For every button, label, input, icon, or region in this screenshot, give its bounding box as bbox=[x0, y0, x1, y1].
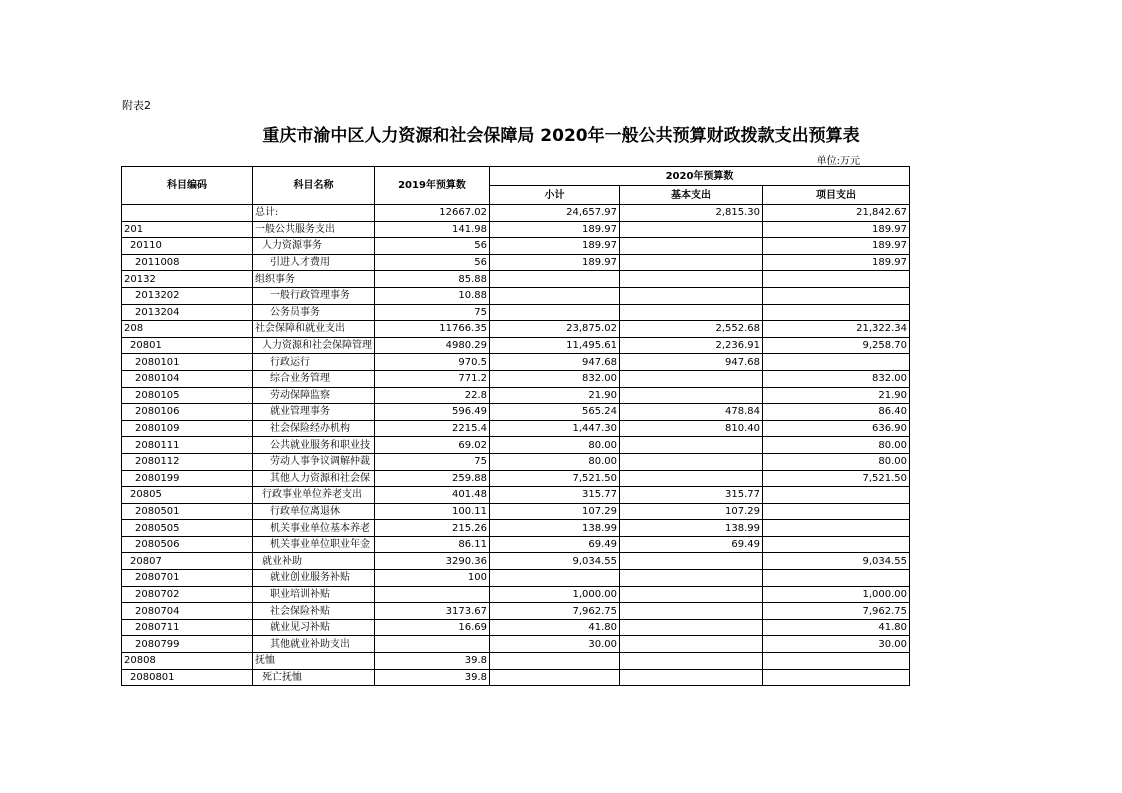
table-row bbox=[122, 570, 910, 587]
row-code: 2080106 bbox=[122, 404, 253, 421]
row-name: 行政单位离退休 bbox=[253, 503, 375, 520]
row-name: 人力资源和社会保障管理 bbox=[253, 337, 375, 354]
row-name: 公务员事务 bbox=[253, 304, 375, 321]
row-subtotal: 9,034.55 bbox=[490, 553, 620, 570]
row-project: 21,842.67 bbox=[763, 205, 910, 222]
row-subtotal: 30.00 bbox=[490, 636, 620, 653]
row-subtotal bbox=[490, 271, 620, 288]
row-budget-2019: 39.8 bbox=[375, 669, 490, 686]
table-row bbox=[122, 271, 910, 288]
row-name: 公共就业服务和职业技 bbox=[253, 437, 375, 454]
row-subtotal: 7,521.50 bbox=[490, 470, 620, 487]
header-name: 科目名称 bbox=[253, 167, 375, 205]
row-code: 2080506 bbox=[122, 536, 253, 553]
row-basic: 2,552.68 bbox=[620, 321, 763, 338]
row-basic bbox=[620, 669, 763, 686]
row-budget-2019: 75 bbox=[375, 304, 490, 321]
row-basic bbox=[620, 221, 763, 238]
table-row bbox=[122, 536, 910, 553]
row-name: 综合业务管理 bbox=[253, 370, 375, 387]
row-code: 2080704 bbox=[122, 603, 253, 620]
row-name: 总计: bbox=[253, 205, 375, 222]
row-project bbox=[763, 520, 910, 537]
row-code: 2080505 bbox=[122, 520, 253, 537]
row-subtotal: 69.49 bbox=[490, 536, 620, 553]
row-subtotal: 189.97 bbox=[490, 254, 620, 271]
row-subtotal: 7,962.75 bbox=[490, 603, 620, 620]
row-code: 20805 bbox=[122, 487, 253, 504]
page-title: 重庆市渝中区人力资源和社会保障局 2020年一般公共预算财政拨款支出预算表 bbox=[262, 126, 860, 146]
row-basic: 138.99 bbox=[620, 520, 763, 537]
row-subtotal: 1,447.30 bbox=[490, 420, 620, 437]
row-name: 人力资源事务 bbox=[253, 238, 375, 255]
row-budget-2019: 2215.4 bbox=[375, 420, 490, 437]
row-subtotal: 138.99 bbox=[490, 520, 620, 537]
row-budget-2019: 100 bbox=[375, 570, 490, 587]
row-subtotal: 21.90 bbox=[490, 387, 620, 404]
row-budget-2019: 69.02 bbox=[375, 437, 490, 454]
row-project: 80.00 bbox=[763, 453, 910, 470]
row-project: 9,258.70 bbox=[763, 337, 910, 354]
table-row bbox=[122, 254, 910, 271]
row-budget-2019 bbox=[375, 636, 490, 653]
row-code: 201 bbox=[122, 221, 253, 238]
row-code: 2080199 bbox=[122, 470, 253, 487]
row-basic bbox=[620, 370, 763, 387]
row-budget-2019: 215.26 bbox=[375, 520, 490, 537]
row-name: 劳动人事争议调解仲裁 bbox=[253, 453, 375, 470]
row-project bbox=[763, 287, 910, 304]
row-basic bbox=[620, 453, 763, 470]
row-project bbox=[763, 536, 910, 553]
table-row bbox=[122, 287, 910, 304]
row-project: 189.97 bbox=[763, 221, 910, 238]
row-budget-2019: 970.5 bbox=[375, 354, 490, 371]
row-project: 41.80 bbox=[763, 619, 910, 636]
table-row bbox=[122, 221, 910, 238]
row-name: 行政运行 bbox=[253, 354, 375, 371]
row-budget-2019: 771.2 bbox=[375, 370, 490, 387]
row-name: 死亡抚恤 bbox=[253, 669, 375, 686]
row-code: 2013202 bbox=[122, 287, 253, 304]
table-row bbox=[122, 337, 910, 354]
row-name: 一般公共服务支出 bbox=[253, 221, 375, 238]
row-subtotal: 832.00 bbox=[490, 370, 620, 387]
row-basic: 69.49 bbox=[620, 536, 763, 553]
row-subtotal: 24,657.97 bbox=[490, 205, 620, 222]
table-row bbox=[122, 619, 910, 636]
row-code: 20110 bbox=[122, 238, 253, 255]
table-body bbox=[122, 205, 910, 686]
row-budget-2019: 259.88 bbox=[375, 470, 490, 487]
row-subtotal: 189.97 bbox=[490, 238, 620, 255]
table-row bbox=[122, 387, 910, 404]
row-subtotal: 80.00 bbox=[490, 453, 620, 470]
row-project: 189.97 bbox=[763, 238, 910, 255]
row-budget-2019: 401.48 bbox=[375, 487, 490, 504]
table-row bbox=[122, 238, 910, 255]
row-project: 21,322.34 bbox=[763, 321, 910, 338]
row-code: 20807 bbox=[122, 553, 253, 570]
row-basic bbox=[620, 653, 763, 670]
table-row bbox=[122, 487, 910, 504]
table-row bbox=[122, 636, 910, 653]
row-budget-2019 bbox=[375, 586, 490, 603]
row-code: 2080701 bbox=[122, 570, 253, 587]
row-code: 2080501 bbox=[122, 503, 253, 520]
row-code: 20808 bbox=[122, 653, 253, 670]
row-budget-2019: 3290.36 bbox=[375, 553, 490, 570]
row-name: 一般行政管理事务 bbox=[253, 287, 375, 304]
row-subtotal: 565.24 bbox=[490, 404, 620, 421]
row-basic bbox=[620, 603, 763, 620]
attachment-label: 附表2 bbox=[122, 99, 151, 112]
row-budget-2019: 596.49 bbox=[375, 404, 490, 421]
row-project: 30.00 bbox=[763, 636, 910, 653]
table-row bbox=[122, 503, 910, 520]
row-basic: 2,815.30 bbox=[620, 205, 763, 222]
row-code: 2080105 bbox=[122, 387, 253, 404]
row-basic bbox=[620, 387, 763, 404]
header-project: 项目支出 bbox=[763, 186, 910, 205]
table-row bbox=[122, 653, 910, 670]
row-basic: 2,236.91 bbox=[620, 337, 763, 354]
table-row bbox=[122, 321, 910, 338]
table-row bbox=[122, 470, 910, 487]
row-name: 抚恤 bbox=[253, 653, 375, 670]
row-project: 189.97 bbox=[763, 254, 910, 271]
table-row bbox=[122, 304, 910, 321]
row-project: 86.40 bbox=[763, 404, 910, 421]
row-basic: 810.40 bbox=[620, 420, 763, 437]
table-row bbox=[122, 669, 910, 686]
row-budget-2019: 12667.02 bbox=[375, 205, 490, 222]
row-subtotal: 1,000.00 bbox=[490, 586, 620, 603]
row-budget-2019: 100.11 bbox=[375, 503, 490, 520]
row-code: 20132 bbox=[122, 271, 253, 288]
row-budget-2019: 11766.35 bbox=[375, 321, 490, 338]
header-code: 科目编码 bbox=[122, 167, 253, 205]
budget-table bbox=[121, 166, 910, 686]
row-code: 2080799 bbox=[122, 636, 253, 653]
row-code: 2080711 bbox=[122, 619, 253, 636]
row-name: 其他就业补助支出 bbox=[253, 636, 375, 653]
header-basic: 基本支出 bbox=[620, 186, 763, 205]
row-budget-2019: 56 bbox=[375, 238, 490, 255]
table-row bbox=[122, 404, 910, 421]
row-subtotal: 315.77 bbox=[490, 487, 620, 504]
row-code: 2080111 bbox=[122, 437, 253, 454]
header-subtotal: 小计 bbox=[490, 186, 620, 205]
row-name: 社会保险经办机构 bbox=[253, 420, 375, 437]
row-basic: 107.29 bbox=[620, 503, 763, 520]
table-row bbox=[122, 420, 910, 437]
row-name: 职业培训补贴 bbox=[253, 586, 375, 603]
table-row bbox=[122, 520, 910, 537]
row-project bbox=[763, 503, 910, 520]
row-code: 2011008 bbox=[122, 254, 253, 271]
header-budget-2019: 2019年预算数 bbox=[375, 167, 490, 205]
row-code: 2080112 bbox=[122, 453, 253, 470]
row-name: 机关事业单位职业年金 bbox=[253, 536, 375, 553]
row-budget-2019: 22.8 bbox=[375, 387, 490, 404]
row-subtotal: 41.80 bbox=[490, 619, 620, 636]
row-basic: 947.68 bbox=[620, 354, 763, 371]
row-basic: 478.84 bbox=[620, 404, 763, 421]
row-basic bbox=[620, 254, 763, 271]
row-subtotal: 189.97 bbox=[490, 221, 620, 238]
table-row bbox=[122, 205, 910, 222]
row-basic bbox=[620, 271, 763, 288]
row-code: 20801 bbox=[122, 337, 253, 354]
table-row bbox=[122, 453, 910, 470]
table-row bbox=[122, 586, 910, 603]
row-name: 劳动保障监察 bbox=[253, 387, 375, 404]
header-budget-2020: 2020年预算数 bbox=[490, 167, 910, 186]
row-budget-2019: 3173.67 bbox=[375, 603, 490, 620]
row-basic: 315.77 bbox=[620, 487, 763, 504]
row-name: 就业补助 bbox=[253, 553, 375, 570]
row-name: 社会保险补贴 bbox=[253, 603, 375, 620]
row-basic bbox=[620, 304, 763, 321]
row-subtotal: 23,875.02 bbox=[490, 321, 620, 338]
table-row bbox=[122, 370, 910, 387]
row-basic bbox=[620, 553, 763, 570]
row-project: 7,962.75 bbox=[763, 603, 910, 620]
row-code: 2080801 bbox=[122, 669, 253, 686]
row-name: 就业创业服务补贴 bbox=[253, 570, 375, 587]
table-row bbox=[122, 603, 910, 620]
row-name: 引进人才费用 bbox=[253, 254, 375, 271]
row-project: 1,000.00 bbox=[763, 586, 910, 603]
row-project: 636.90 bbox=[763, 420, 910, 437]
row-code bbox=[122, 205, 253, 222]
row-basic bbox=[620, 570, 763, 587]
row-name: 就业见习补贴 bbox=[253, 619, 375, 636]
row-basic bbox=[620, 619, 763, 636]
row-code: 208 bbox=[122, 321, 253, 338]
row-budget-2019: 85.88 bbox=[375, 271, 490, 288]
row-subtotal: 11,495.61 bbox=[490, 337, 620, 354]
row-project bbox=[763, 487, 910, 504]
row-name: 社会保障和就业支出 bbox=[253, 321, 375, 338]
row-subtotal bbox=[490, 287, 620, 304]
row-project bbox=[763, 570, 910, 587]
row-budget-2019: 75 bbox=[375, 453, 490, 470]
row-budget-2019: 56 bbox=[375, 254, 490, 271]
row-project bbox=[763, 271, 910, 288]
table-row bbox=[122, 437, 910, 454]
row-subtotal bbox=[490, 653, 620, 670]
row-code: 2013204 bbox=[122, 304, 253, 321]
row-basic bbox=[620, 470, 763, 487]
row-basic bbox=[620, 586, 763, 603]
row-code: 2080702 bbox=[122, 586, 253, 603]
unit-label: 单位:万元 bbox=[816, 156, 860, 167]
row-name: 就业管理事务 bbox=[253, 404, 375, 421]
row-subtotal: 107.29 bbox=[490, 503, 620, 520]
row-name: 行政事业单位养老支出 bbox=[253, 487, 375, 504]
row-budget-2019: 16.69 bbox=[375, 619, 490, 636]
row-basic bbox=[620, 287, 763, 304]
row-project bbox=[763, 653, 910, 670]
row-budget-2019: 10.88 bbox=[375, 287, 490, 304]
row-subtotal bbox=[490, 669, 620, 686]
row-budget-2019: 39.8 bbox=[375, 653, 490, 670]
row-project: 832.00 bbox=[763, 370, 910, 387]
row-project: 7,521.50 bbox=[763, 470, 910, 487]
row-basic bbox=[620, 636, 763, 653]
row-code: 2080104 bbox=[122, 370, 253, 387]
row-name: 机关事业单位基本养老 bbox=[253, 520, 375, 537]
row-code: 2080101 bbox=[122, 354, 253, 371]
row-budget-2019: 141.98 bbox=[375, 221, 490, 238]
table-row bbox=[122, 354, 910, 371]
row-project bbox=[763, 669, 910, 686]
row-code: 2080109 bbox=[122, 420, 253, 437]
table-row bbox=[122, 553, 910, 570]
row-basic bbox=[620, 437, 763, 454]
row-project: 21.90 bbox=[763, 387, 910, 404]
row-subtotal bbox=[490, 304, 620, 321]
row-basic bbox=[620, 238, 763, 255]
row-budget-2019: 4980.29 bbox=[375, 337, 490, 354]
row-project bbox=[763, 354, 910, 371]
row-project: 80.00 bbox=[763, 437, 910, 454]
row-subtotal: 947.68 bbox=[490, 354, 620, 371]
row-project: 9,034.55 bbox=[763, 553, 910, 570]
row-subtotal: 80.00 bbox=[490, 437, 620, 454]
row-project bbox=[763, 304, 910, 321]
row-budget-2019: 86.11 bbox=[375, 536, 490, 553]
row-name: 组织事务 bbox=[253, 271, 375, 288]
row-name: 其他人力资源和社会保 bbox=[253, 470, 375, 487]
row-subtotal bbox=[490, 570, 620, 587]
